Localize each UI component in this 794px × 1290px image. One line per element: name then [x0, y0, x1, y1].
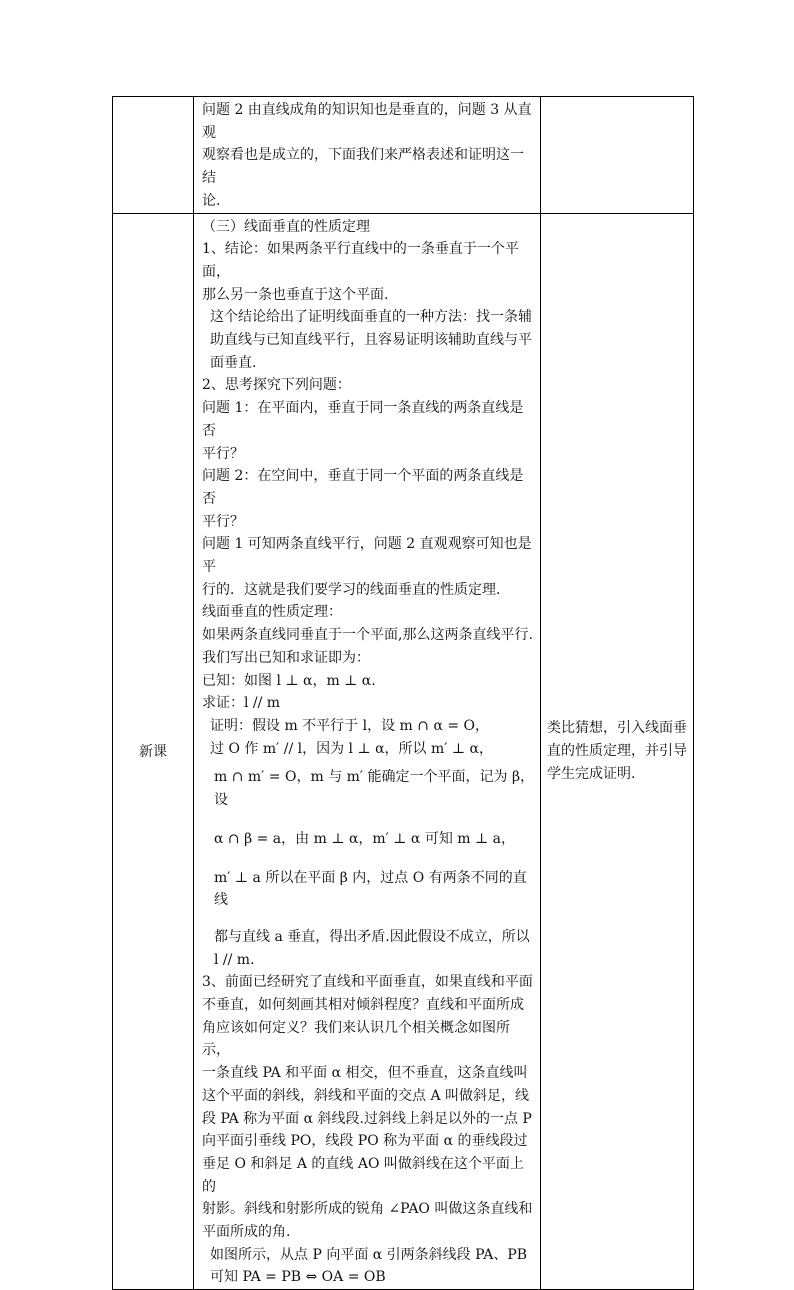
text-line: 问题 1：在平面内，垂直于同一条直线的两条直线是否 [202, 400, 524, 439]
table-row [113, 213, 694, 1290]
text-line: 已知：如图 l ⊥ α，m ⊥ α. [202, 672, 376, 689]
text-line: 不垂直，如何刻画其相对倾斜程度？直线和平面所成 [202, 997, 524, 1014]
text-line: 3、前面已经研究了直线和平面垂直，如果直线和平面 [202, 974, 533, 991]
proof-line: l // m. [214, 951, 255, 968]
text-line: 向平面引垂线 PO，线段 PO 称为平面 α 的垂线段过 [202, 1133, 528, 1150]
proof-line: α ∩ β = a，由 m ⊥ α，m′ ⊥ α 可知 m ⊥ a， [214, 830, 515, 847]
text-line: 论. [202, 192, 221, 209]
text-line: 观察看也是成立的，下面我们来严格表述和证明这一结 [202, 147, 524, 187]
proof-line: m ∩ m′ = O，m 与 m′ 能确定一个平面，记为 β，设 [214, 769, 535, 809]
lesson-plan-table [112, 96, 694, 1290]
row1-right-cell [541, 97, 694, 214]
text-line: 如果两条直线同垂直于一个平面,那么这两条直线平行. [202, 627, 533, 644]
text-line: 1、结论：如果两条平行直线中的一条垂直于一个平面， [202, 241, 519, 280]
text-line: 角应该如何定义？我们来认识几个相关概念如图所示， [202, 1019, 510, 1059]
row1-content-cell [194, 97, 541, 214]
teaching-intent-note: 类比猜想，引入线面垂直的性质定理，并引导学生完成证明. [547, 720, 687, 782]
text-line: 段 PA 称为平面 α 斜线段.过斜线上斜足以外的一点 P [202, 1110, 532, 1127]
text-line: 助直线与已知直线平行，且容易证明该辅助直线与平 [210, 332, 532, 349]
text-line: 问题 2 由直线成角的知识知也是垂直的，问题 3 从直观 [202, 102, 532, 141]
text-line: 射影。斜线和射影所成的锐角 ∠PAO 叫做这条直线和 [202, 1201, 533, 1218]
section-heading: （三）线面垂直的性质定理 [202, 218, 370, 235]
text-line: 2、思考探究下列问题： [202, 377, 351, 394]
proof-line: 都与直线 a 垂直，得出矛盾.因此假设不成立，所以 [214, 928, 530, 945]
text-line: 线面垂直的性质定理： [202, 604, 342, 621]
text-line: 这个平面的斜线，斜线和平面的交点 A 叫做斜足，线 [202, 1087, 530, 1104]
text-line: 可知 PA = PB ⇔ OA = OB [210, 1269, 386, 1286]
text-line: 求证：l // m [202, 695, 281, 712]
section-label: 新课 [139, 744, 167, 761]
text-line: 那么另一条也垂直于这个平面. [202, 286, 389, 303]
text-line: 问题 1 可知两条直线平行，问题 2 直观观察可知也是平 [202, 536, 532, 576]
text-line: 平行？ [202, 445, 244, 462]
row1-text [194, 97, 540, 213]
proof-line: 过 O 作 m′ // l，因为 l ⊥ α，所以 m′ ⊥ α， [210, 740, 493, 757]
text-line: 行的．这就是我们要学习的线面垂直的性质定理. [202, 581, 501, 598]
text-line: 问题 2：在空间中，垂直于同一个平面的两条直线是否 [202, 468, 524, 507]
table-row [113, 97, 694, 214]
proof-line: 证明：假设 m 不平行于 l，设 m ∩ α = O， [210, 717, 490, 734]
text-line: 如图所示，从点 P 向平面 α 引两条斜线段 PA、PB [210, 1246, 528, 1263]
row1-left-cell [113, 97, 194, 214]
row2-text [194, 214, 540, 1290]
proof-line: m′ ⊥ a 所以在平面 β 内，过点 O 有两条不同的直线 [214, 869, 527, 909]
text-line: 平行？ [202, 513, 244, 530]
section-label-cell [113, 213, 194, 1290]
row2-content-cell [194, 213, 541, 1290]
text-line: 垂足 O 和斜足 A 的直线 AO 叫做斜线在这个平面上的 [202, 1155, 524, 1195]
text-line: 这个结论给出了证明线面垂直的一种方法：找一条辅 [210, 309, 532, 326]
text-line: 我们写出已知和求证即为： [202, 649, 370, 666]
text-line: 平面所成的角. [202, 1224, 291, 1241]
text-line: 面垂直. [210, 354, 257, 371]
text-line: 一条直线 PA 和平面 α 相交，但不垂直，这条直线叫 [202, 1065, 528, 1082]
teaching-intent-cell [541, 213, 694, 1290]
